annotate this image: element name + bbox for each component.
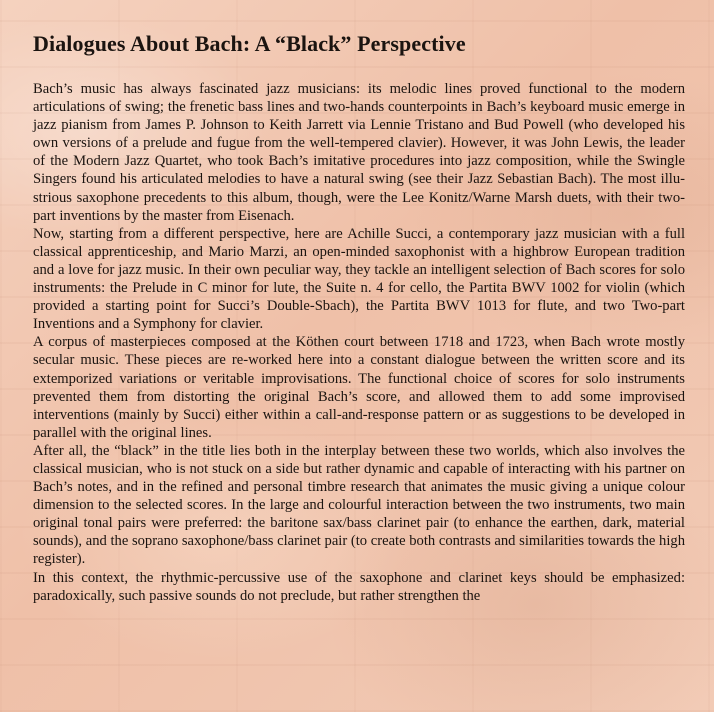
document-title: Dialogues About Bach: A “Black” Perspective [33, 31, 466, 56]
document-page [33, 30, 685, 605]
paragraph-2: Now, starting from a different perspective, here are Achille Succi, a contemporary jazz musician with a full classical apprenticeship, and Mario Marzi, an open-minded saxophonist with a highbrow European tradition and a love for jazz music. In their own peculiar way, they tackle an intelligent selection of Bach scores for solo instruments: the Prelude in C minor for lute, the Suite n. 4 for cello, the Partita BWV 1002 for violin (which provided a starting point for Succi’s Double-Sbach), the Partita BWV 1013 for flute, and two Two-part Inventions and a Symphony for clavier. [33, 225, 685, 333]
paragraph-1: Bach’s music has always fascinated jazz musicians: its melodic lines proved functional to the modern articulations of swing; the frenetic bass lines and two-hands counterpoints in Bach’s keyboard music emerge in jazz pianism from James P. Johnson to Keith Jarrett via Lennie Tristano and Bud Powell (who developed his own versions of a prelude and fugue from the well-tempered clavier). However, it was John Lewis, the leader of the Modern Jazz Quartet, who took Bach’s imitative procedures into jazz composition, while the Swingle Singers found his articulated melodies to have a natural swing (see their Jazz Sebastian Bach). The most illustrious saxophone precedents to this album, though, were the Lee Konitz/Warne Marsh duets, with their two-part inventions by the master from Eisenach. [33, 81, 685, 224]
paragraph-5: In this context, the rhythmic-percussive use of the saxophone and clarinet keys should be emphasized: paradoxically, such passive sounds do not preclude, but rather strengthen the [33, 569, 685, 604]
paragraph-3: A corpus of masterpieces composed at the Köthen court between 1718 and 1723, when Bach wrote mostly secular music. These pieces are re-worked here into a constant dialogue between the written score and its extemporized variations or veritable improvisations. The functional choice of scores for solo instruments prevented them from distorting the original Bach’s score, and allowed them to add some improvised interventions (mainly by Succi) either within a call-and-response pattern or as suggestions to be developed in parallel with the original lines. [33, 334, 685, 441]
paragraph-4: After all, the “black” in the title lies both in the interplay between these two worlds, which also involves the classical musician, who is not stuck on a side but rather dynamic and capable of interacting with his partner on Bach’s notes, and in the refined and personal timbre research that animates the music giving a unique colour dimension to the selected scores. In the large and colourful interaction between the two instruments, two main original tonal pairs were preferred: the baritone sax/bass clarinet pair (to enhance the earthen, dark, material sounds), and the soprano saxophone/bass clarinet pair (to create both contrasts and similarities towards the high register). [33, 442, 685, 568]
